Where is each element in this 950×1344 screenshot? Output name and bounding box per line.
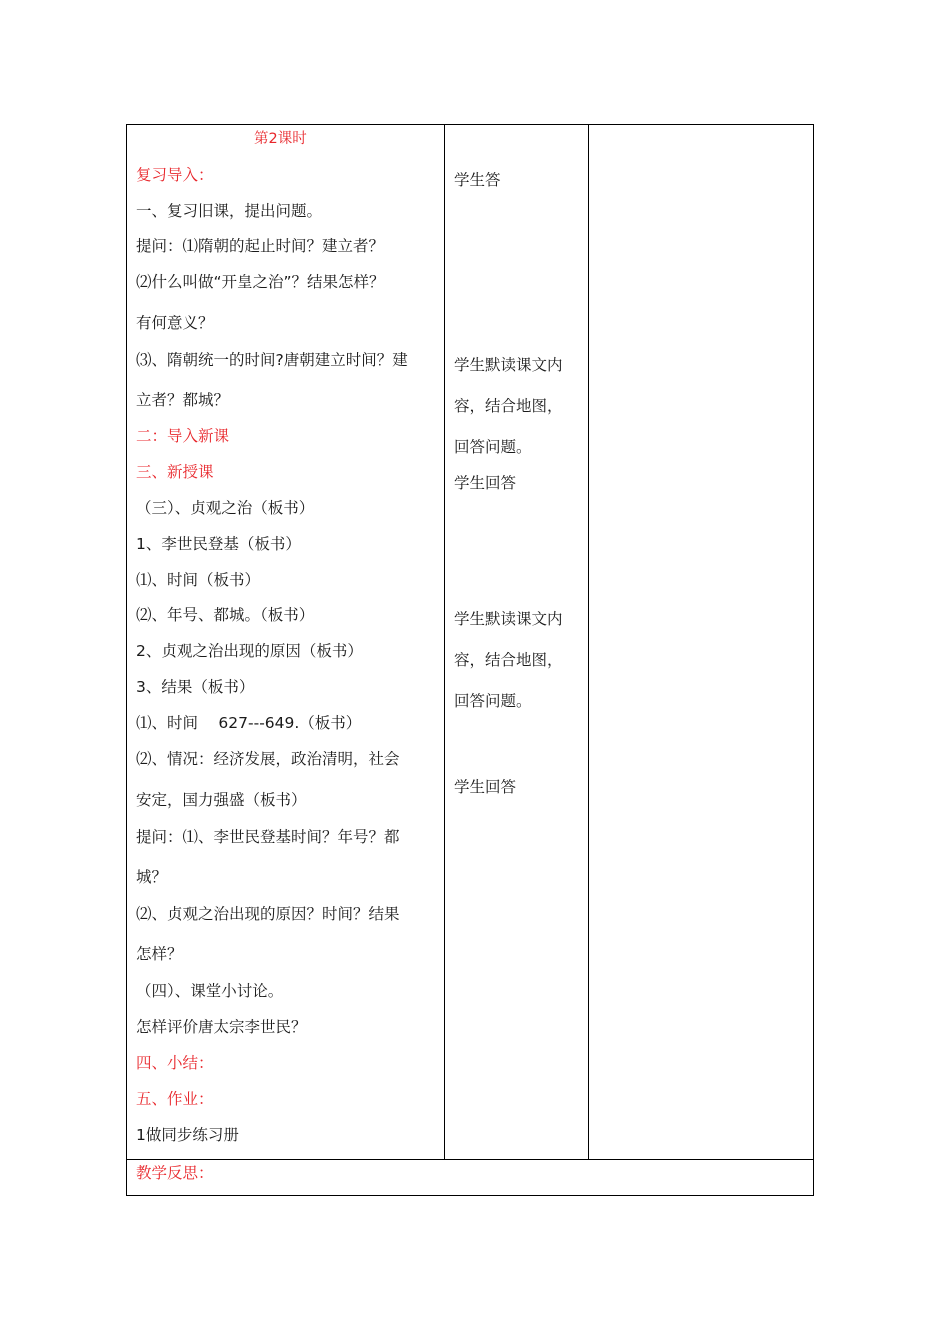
teacher-line: 立者？都城？ [136, 391, 230, 409]
teacher-line: ⑵什么叫做“开皇之治”？结果怎样？ [136, 273, 385, 291]
column-divider-2 [588, 125, 589, 1159]
teacher-line: ⑵、年号、都城。（板书） [136, 606, 315, 624]
student-line: 容，结合地图， [454, 397, 563, 415]
teacher-line: 1、李世民登基（板书） [136, 535, 301, 553]
student-line: 学生回答 [454, 474, 517, 492]
lesson-title: 第2课时 [254, 131, 307, 147]
teacher-line: 有何意义？ [136, 314, 214, 332]
teacher-line: （三）、贞观之治（板书） [136, 499, 315, 517]
column-divider-1 [444, 125, 445, 1159]
teacher-line: ⑵、情况：经济发展，政治清明，社会 [136, 750, 400, 768]
student-line: 学生回答 [454, 778, 517, 796]
teacher-line: 提问：⑴、李世民登基时间？年号？都 [136, 828, 400, 846]
teacher-line: 复习导入： [136, 166, 214, 184]
teacher-line: 1做同步练习册 [136, 1126, 239, 1144]
teacher-line: 四、小结： [136, 1054, 214, 1072]
teacher-line: 提问：⑴隋朝的起止时间？建立者？ [136, 237, 385, 255]
student-line: 回答问题。 [454, 438, 532, 456]
teacher-line: 一、复习旧课，提出问题。 [136, 202, 323, 220]
teacher-line: 2、贞观之治出现的原因（板书） [136, 642, 363, 660]
teacher-line: 三、新授课 [136, 463, 214, 481]
teacher-line: ⑶、隋朝统一的时间?唐朝建立时间？建 [136, 351, 408, 369]
reflection-label: 教学反思： [136, 1164, 214, 1182]
teacher-line: 五、作业： [136, 1090, 214, 1108]
student-line: 容，结合地图， [454, 651, 563, 669]
teacher-line: 安定，国力强盛（板书） [136, 791, 307, 809]
teacher-line: ⑴、时间 627---649.（板书） [136, 714, 362, 732]
teacher-line: ⑵、贞观之治出现的原因？时间？结果 [136, 905, 400, 923]
teacher-line: 怎样？ [136, 945, 183, 963]
student-line: 学生答 [454, 171, 501, 189]
student-line: 回答问题。 [454, 692, 532, 710]
student-line: 学生默读课文内 [454, 610, 563, 628]
teacher-line: 城？ [136, 868, 168, 886]
reflection-divider [127, 1159, 813, 1160]
teacher-line: 3、结果（板书） [136, 678, 255, 696]
student-line: 学生默读课文内 [454, 356, 563, 374]
teacher-line: 怎样评价唐太宗李世民？ [136, 1018, 307, 1036]
teacher-line: 二：导入新课 [136, 427, 230, 445]
teacher-line: ⑴、时间（板书） [136, 571, 261, 589]
teacher-line: （四）、课堂小讨论。 [136, 982, 284, 1000]
